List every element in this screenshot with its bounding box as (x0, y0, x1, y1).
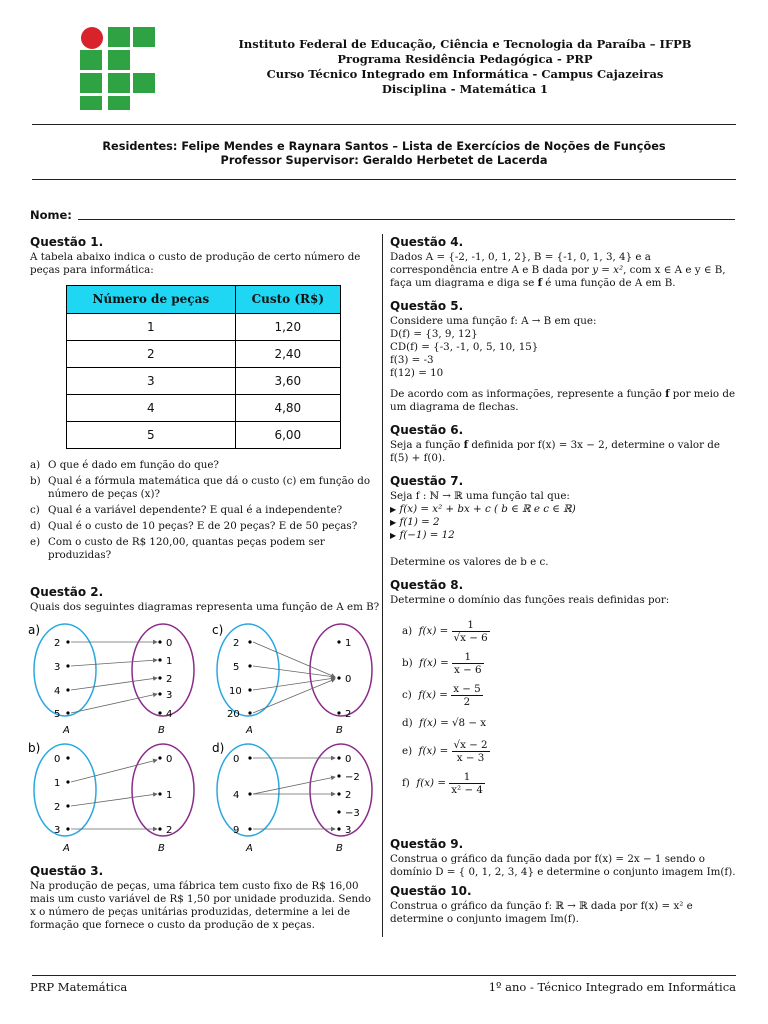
list-item (30, 520, 378, 533)
set-a-label: A (63, 725, 70, 736)
diagram-d-A-0: 0 (233, 754, 240, 765)
q2-title: Questão 2. (30, 585, 104, 599)
cost-table-header-cost: Custo (R$) (235, 286, 340, 314)
header-line-course: Curso Técnico Integrado em Informática - Campus Cajazeiras (266, 67, 664, 81)
q9-text: Construa o gráfico da função dada por f(x) = 2x − 1 sendo o domínio D = { 0, 1, 2, 3, 4} e determine o conjunto imagem Im(f). (390, 853, 736, 878)
list-item (390, 503, 738, 516)
q5-f-symbol: f (665, 388, 670, 400)
item-text: Com o custo de R$ 120,00, quantas peças podem ser produzidas? (48, 536, 325, 561)
table-cell: 2,40 (235, 341, 340, 368)
bullet-icon: ▶ (390, 505, 397, 514)
item-text: Qual é o custo de 10 peças? E de 20 peças? E de 50 peças? (48, 520, 358, 532)
q3-text: Na produção de peças, uma fábrica tem custo fixo de R$ 16,00 mais um custo variável de R$ 1,50 por unidade produzida. Sendo x o número de peças unitárias produzidas, determine a lei de formação que fornece o custo da produção de x peças. (30, 880, 371, 931)
fraction-numerator: √x − 2 (453, 738, 488, 751)
diagram-c (212, 623, 372, 736)
q10-text: Construa o gráfico da função f: ℝ → ℝ dada por f(x) = x² e determine o conjunto imagem Im(f). (390, 900, 693, 925)
diagram-a-label: a) (28, 623, 41, 637)
q3-title: Questão 3. (30, 864, 104, 878)
q7-item: f(x) = x² + bx + c ( b ∈ ℝ e c ∈ ℝ) (399, 503, 576, 515)
q5-text-part: De acordo com as informações, represente a função (390, 388, 666, 400)
q5-instruction (390, 388, 738, 414)
diagram-b-A-1: 1 (54, 778, 61, 789)
table-row (67, 395, 341, 422)
table-row (67, 368, 341, 395)
table-cell: 1,20 (235, 314, 340, 341)
item-label: a) (402, 624, 413, 637)
q6-text-part: Seja a função (390, 439, 464, 451)
list-item (390, 516, 738, 529)
fraction-numerator: x − 5 (453, 682, 481, 695)
item-text: O que é dado em função do que? (48, 459, 219, 471)
table-cell: 5 (67, 422, 236, 449)
q5-line: f(12) = 10 (390, 367, 444, 379)
diagram-a-B-4: 4 (166, 709, 173, 720)
q5-line: D(f) = {3, 9, 12} (390, 328, 478, 340)
item-label: c) (30, 504, 40, 516)
q5-text-part: por meio de um diagrama de flechas. (390, 388, 736, 413)
diagram-d-B-3: −3 (345, 808, 360, 819)
table-cell: 6,00 (235, 422, 340, 449)
header-line-program: Programa Residência Pedagógica - PRP (337, 52, 593, 66)
cost-table-header-pieces: Número de peças (67, 286, 236, 314)
footer-divider (32, 975, 736, 976)
q9-block (390, 838, 738, 926)
diagram-a-B-2: 2 (166, 674, 173, 685)
list-item (402, 735, 738, 767)
fraction-denominator: x² − 4 (451, 783, 483, 796)
table-cell: 4,80 (235, 395, 340, 422)
diagram-c-B-0: 1 (345, 638, 352, 649)
diagram-c-label: c) (212, 623, 224, 637)
diagram-b-B-1: 1 (166, 790, 173, 801)
set-a-label: A (246, 725, 253, 736)
list-item (30, 475, 378, 501)
diagram-d (212, 741, 372, 854)
table-cell: 3,60 (235, 368, 340, 395)
diagram-d-B-2: 2 (345, 790, 352, 801)
diagram-b-B-2: 2 (166, 825, 173, 836)
diagram-c-A-1: 5 (233, 662, 240, 673)
right-column (390, 236, 738, 799)
item-lhs: f(x) = (418, 624, 449, 637)
item-lhs: f(x) = (416, 776, 446, 789)
fraction-numerator: 1 (449, 771, 485, 784)
fraction-denominator: x − 6 (454, 663, 482, 676)
diagram-b-label: b) (28, 741, 41, 755)
list-item (402, 647, 738, 679)
q4-f-symbol: f (537, 277, 542, 289)
item-label: b) (402, 656, 413, 669)
item-label: a) (30, 459, 41, 471)
item-label: e) (402, 744, 413, 757)
item-label: d) (30, 520, 41, 532)
q1-items (30, 459, 378, 562)
item-lhs: f(x) = (419, 656, 449, 669)
diagram-b-B-0: 0 (166, 754, 173, 765)
q2-diagrams (28, 620, 382, 860)
item-lhs: f(x) = (418, 688, 448, 701)
set-b-label: B (158, 843, 165, 854)
fraction-denominator: 2 (463, 695, 471, 708)
q4-title: Questão 4. (390, 235, 464, 249)
diagram-a-A-3: 5 (54, 709, 61, 720)
item-label: e) (30, 536, 41, 548)
diagram-a-A-1: 3 (54, 662, 61, 673)
diagram-d-B-1: −2 (345, 772, 360, 783)
fraction-numerator: 1 (452, 651, 484, 664)
q9-title: Questão 9. (390, 837, 464, 851)
list-item (30, 536, 378, 562)
diagram-a-A-2: 4 (54, 686, 61, 697)
name-field-line[interactable] (78, 219, 735, 220)
diagram-d-label: d) (212, 741, 225, 755)
q6-text-part: definida por f(x) = 3x − 2, determine o valor de f(5) + f(0). (390, 439, 720, 464)
ifpb-logo (80, 27, 155, 110)
item-label: d) (402, 716, 413, 729)
q10-title: Questão 10. (390, 884, 472, 898)
residents-line: Residentes: Felipe Mendes e Raynara Santos – Lista de Exercícios de Noções de Funções (102, 140, 666, 153)
table-cell: 2 (67, 341, 236, 368)
q4-text-part: é uma função de A em B. (542, 277, 676, 289)
diagram-a-B-3: 3 (166, 690, 173, 701)
diagram-a-B-0: 0 (166, 638, 173, 649)
diagram-a-B-1: 1 (166, 656, 173, 667)
name-label: Nome: (30, 208, 72, 222)
set-a-label: A (246, 843, 253, 854)
q4-text (390, 251, 738, 290)
table-row (67, 422, 341, 449)
set-b-label: B (158, 725, 165, 736)
diagram-a (28, 623, 194, 736)
item-lhs: f(x) = (419, 716, 449, 729)
header-line-institution: Instituto Federal de Educação, Ciência e Tecnologia da Paraíba – IFPB (238, 37, 692, 51)
diagram-b-A-0: 0 (54, 754, 61, 765)
fraction-denominator: x − 3 (456, 751, 485, 764)
list-item (402, 711, 738, 735)
q4-formula: y = x² (592, 264, 624, 276)
diagram-d-B-0: 0 (345, 754, 352, 765)
set-a-label: A (63, 843, 70, 854)
q7-title: Questão 7. (390, 474, 464, 488)
table-cell: 4 (67, 395, 236, 422)
table-cell: 3 (67, 368, 236, 395)
supervisor-line: Professor Supervisor: Geraldo Herbetet de Lacerda (220, 154, 548, 167)
column-divider (382, 234, 383, 937)
q8-intro: Determine o domínio das funções reais definidas por: (390, 594, 670, 606)
diagram-c-B-2: 2 (345, 709, 352, 720)
q4-text-part: Dados A = {-2, -1, 0, 1, 2}, B = {-1, 0, 1, 3, 4} e a correspondência entre A e B dada por (390, 251, 651, 276)
header-divider-top (32, 124, 736, 125)
diagram-b-A-3: 3 (54, 825, 61, 836)
fraction-denominator: √x − 6 (453, 631, 488, 644)
q5-title: Questão 5. (390, 299, 464, 313)
list-item (30, 459, 378, 472)
header-line-discipline: Disciplina - Matemática 1 (381, 82, 549, 96)
diagram-c-A-0: 2 (233, 638, 240, 649)
logo-red-circle (81, 27, 103, 49)
diagram-a-A-0: 2 (54, 638, 61, 649)
item-label: c) (402, 688, 412, 701)
list-item (390, 529, 738, 542)
item-lhs: f(x) = (418, 744, 449, 757)
table-row (67, 341, 341, 368)
list-item (30, 504, 378, 517)
diagram-b (28, 741, 194, 854)
item-text: Qual é a fórmula matemática que dá o custo (c) em função do número de peças (x)? (48, 475, 371, 500)
q7-intro: Seja f : ℕ → ℝ uma função tal que: (390, 490, 570, 502)
table-row (67, 314, 341, 341)
q2-text: Quais dos seguintes diagramas representa uma função de A em B? (30, 601, 380, 613)
diagram-d-B-4: 3 (345, 825, 352, 836)
diagram-c-A-2: 10 (229, 686, 242, 697)
diagram-c-A-3: 20 (227, 709, 240, 720)
diagram-b-A-2: 2 (54, 802, 61, 813)
q1-intro: A tabela abaixo indica o custo de produção de certo número de peças para informática: (30, 251, 361, 276)
q5-line: CD(f) = {-3, -1, 0, 5, 10, 15} (390, 341, 539, 353)
q7-item: f(−1) = 12 (399, 529, 455, 541)
cost-table (66, 285, 341, 449)
q5-line: f(3) = -3 (390, 354, 434, 366)
q6-f-symbol: f (463, 439, 469, 451)
item-text: Qual é a variável dependente? E qual é a independente? (48, 504, 343, 516)
q3-block (30, 865, 380, 932)
q1-title: Questão 1. (30, 235, 104, 249)
set-b-label: B (336, 725, 343, 736)
diagram-c-B-1: 0 (345, 674, 352, 685)
q7-outro: Determine os valores de b e c. (390, 556, 549, 568)
fraction-numerator: 1 (452, 619, 490, 632)
q6-text (390, 439, 738, 465)
diagram-d-A-2: 9 (233, 825, 240, 836)
diagram-d-A-1: 4 (233, 790, 240, 801)
footer-right: 1º ano - Técnico Integrado em Informática (488, 980, 736, 994)
q6-title: Questão 6. (390, 423, 464, 437)
q2-block (30, 586, 380, 614)
list-item (402, 679, 738, 711)
footer-left: PRP Matemática (30, 980, 128, 994)
bullet-icon: ▶ (390, 518, 397, 527)
q8-items (390, 615, 738, 799)
q4-text-part: , com x ∈ A e y ∈ B, faça um diagrama e diga se (390, 264, 726, 289)
item-label: b) (30, 475, 41, 487)
q7-item: f(1) = 2 (399, 516, 440, 528)
bullet-icon: ▶ (390, 531, 397, 540)
item-label: f) (402, 776, 410, 789)
set-b-label: B (336, 843, 343, 854)
item-expression: √8 − x (452, 716, 487, 729)
q8-title: Questão 8. (390, 578, 464, 592)
q5-line: Considere uma função f: A → B em que: (390, 315, 597, 327)
left-column (30, 236, 378, 565)
list-item (402, 615, 738, 647)
list-item (402, 767, 738, 799)
header-divider-bottom (32, 179, 736, 180)
table-cell: 1 (67, 314, 236, 341)
